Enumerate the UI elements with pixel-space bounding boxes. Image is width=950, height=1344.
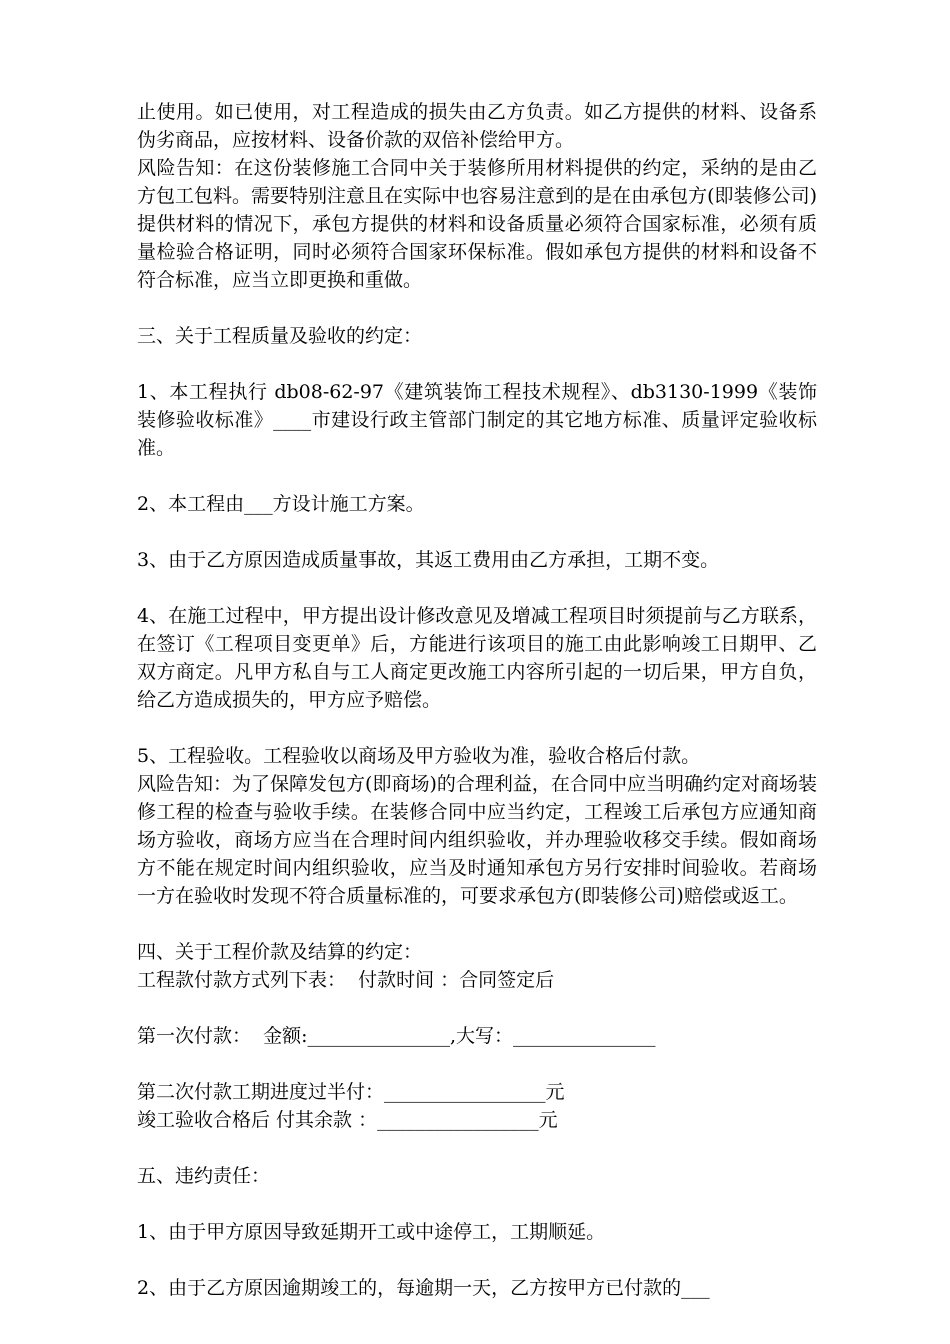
clause-3-4: 4、在施工过程中，甲方提出设计修改意见及增减工程项目时须提前与乙方联系，在签订《工程项目变更单》后，方能进行该项目的施工由此影响竣工日期甲、乙双方商定。凡甲方私自与工人商定更改施工内容所引起的一切后果，甲方自负，给乙方造成损失的，甲方应予赔偿。: [137, 605, 817, 711]
section-heading-payment: 四、关于工程价款及结算的约定：: [137, 941, 423, 963]
document-page: [137, 98, 817, 1302]
paragraph-material-liability: 止使用。如已使用，对工程造成的损失由乙方负责。如乙方提供的材料、设备系伪劣商品，应按材料、设备价款的双倍补偿给甲方。: [137, 101, 817, 151]
clause-5-2: 2、由于乙方原因逾期竣工的，每逾期一天，乙方按甲方已付款的___: [137, 1277, 710, 1299]
clause-3-2: 2、本工程由___方设计施工方案。: [137, 493, 425, 515]
payment-intro: 工程款付款方式列下表： 付款时间 ：合同签定后: [137, 969, 555, 991]
clause-3-5: 5、工程验收。工程验收以商场及甲方验收为准，验收合格后付款。: [137, 745, 701, 767]
clause-5-1: 1、由于甲方原因导致延期开工或中途停工，工期顺延。: [137, 1221, 606, 1243]
paragraph-risk-notice-materials: 风险告知：在这份装修施工合同中关于装修所用材料提供的约定，采纳的是由乙方包工包料。需要特别注意且在实际中也容易注意到的是在由承包方(即装修公司)提供材料的情况下，承包方提供的材料和设备质量必须符合国家标准，必须有质量检验合格证明，同时必须符合国家环保标准。假如承包方提供的材料和设备不符合标准，应当立即更换和重做。: [137, 157, 817, 291]
payment-final: 竣工验收合格后 付其余款 ：_________________元: [137, 1109, 558, 1131]
clause-3-1: 1、本工程执行 db08-62-97《建筑装饰工程技术规程》、db3130-1999《装饰装修验收标准》____市建设行政主管部门制定的其它地方标准、质量评定验收标准。: [137, 381, 817, 459]
clause-3-3: 3、由于乙方原因造成质量事故，其返工费用由乙方承担，工期不变。: [137, 549, 720, 571]
section-heading-liability: 五、违约责任：: [137, 1165, 271, 1187]
payment-second: 第二次付款工期进度过半付：_________________元: [137, 1081, 565, 1103]
paragraph-risk-notice-acceptance: 风险告知：为了保障发包方(即商场)的合理利益，在合同中应当明确约定对商场装修工程的检查与验收手续。在装修合同中应当约定，工程竣工后承包方应通知商场方验收，商场方应当在合理时间内组织验收，并办理验收移交手续。假如商场方不能在规定时间内组织验收，应当及时通知承包方另行安排时间验收。若商场一方在验收时发现不符合质量标准的，可要求承包方(即装修公司)赔偿或返工。: [137, 773, 817, 907]
payment-first: 第一次付款： 金额:_______________,大写：_______________: [137, 1025, 656, 1047]
section-heading-quality: 三、关于工程质量及验收的约定：: [137, 325, 423, 347]
